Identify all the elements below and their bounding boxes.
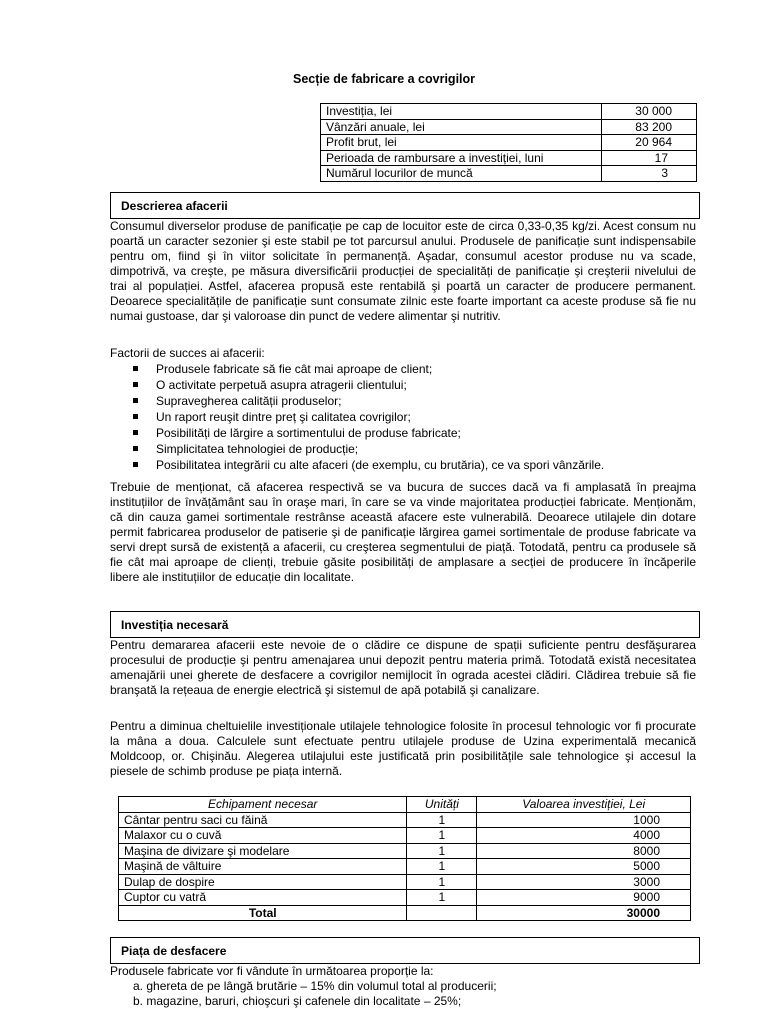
document-title: Secție de fabricare a covrigilor	[292, 72, 476, 86]
equipment-value: 8000	[477, 843, 691, 859]
equipment-value: 4000	[477, 828, 691, 844]
equipment-units: 1	[407, 843, 477, 859]
total-label: Total	[119, 905, 407, 921]
column-header: Echipament necesar	[119, 797, 407, 813]
table-row	[119, 859, 691, 875]
list-item: Posibilitatea integrării cu alte afaceri (de exemplu, cu brutăria), ce va spori vânzările.	[110, 457, 700, 473]
summary-label: Investiția, lei	[321, 104, 602, 120]
equipment-name: Cântar pentru saci cu făină	[119, 812, 407, 828]
investment-paragraph-1: Pentru demararea afacerii este nevoie de o clădire ce dispune de spații suficiente pentru desfăşurarea procesului de producție şi pentru amenajarea unui depozit pentru materia primă. Totodată există necesitatea amenajării unei gherete de desfacere a covrigilor nemijlocit în ograda acestei clădiri. Clădirea trebuie să fie branşată la rețeaua de energie electrică şi sistemul de apă potabilă şi canalizare.	[110, 638, 696, 697]
equipment-value: 9000	[477, 890, 691, 906]
summary-label: Profit brut, lei	[321, 135, 602, 151]
equipment-value: 1000	[477, 812, 691, 828]
section-heading-description	[110, 192, 700, 219]
table-row	[119, 890, 691, 906]
table-header-row	[119, 797, 691, 813]
equipment-table	[118, 796, 691, 921]
table-total-row	[119, 905, 691, 921]
investment-paragraph-2: Pentru a diminua cheltuielile investiționale utilajele tehnologice folosite în procesul tehnologic vor fi procurate la mâna a doua. Calculele sunt efectuate pentru utilajele produse de Uzina experimentală mecanică Moldcoop, or. Chişinău. Alegerea utilajului este justificată prin posibilitățile sale tehnologice şi accesul la piesele de schimb produse pe piața internă.	[110, 719, 696, 778]
list-item: Un raport reuşit dintre preț şi calitatea covrigilor;	[110, 409, 700, 425]
list-item: Produsele fabricate să fie cât mai aproape de client;	[110, 361, 700, 377]
market-item-a: a. ghereta de pe lângă brutărie – 15% din volumul total al producerii;	[133, 979, 497, 993]
table-row	[321, 166, 697, 182]
equipment-units: 1	[407, 812, 477, 828]
table-row	[119, 843, 691, 859]
table-row	[119, 812, 691, 828]
summary-label: Perioada de rambursare a investiției, luni	[321, 150, 602, 166]
column-header: Valoarea investiției, Lei	[477, 797, 691, 813]
equipment-units: 1	[407, 874, 477, 890]
list-item: Simplicitatea tehnologiei de producție;	[110, 441, 700, 457]
equipment-name: Cuptor cu vatră	[119, 890, 407, 906]
table-row	[119, 828, 691, 844]
description-paragraph: Consumul diverselor produse de panificație pe cap de locuitor este de circa 0,33-0,35 kg/zi. Acest consum nu poartă un caracter sezonier şi este stabil pe tot parcursul anului. Produsele de panificație sunt indispensabile pentru om, fiind şi în viitor solicitate în permanență. Aşadar, consumul acestor produse nu va scade, dimpotrivă, va creşte, pe măsura diversificării producției de specialități de panificație şi creşterii nivelului de trai al populației. Astfel, afacerea propusă este rentabilă şi poartă un caracter de producere permanent. Deoarece specialitățile de panificație sunt consumate zilnic este foarte important ca aceste produse să fie nu numai gustoase, dar şi valoroase din punct de vedere alimentar şi nutritiv.	[110, 219, 696, 323]
equipment-name: Malaxor cu o cuvă	[119, 828, 407, 844]
location-paragraph: Trebuie de menționat, că afacerea respectivă se va bucura de succes dacă va fi amplasată în preajma instituțiilor de învățământ sau în oraşe mari, în care se va vinde majoritatea producției fabricate. Menționăm, că din cauza gamei sortimentale restrânse această afacere este vulnerabilă. Deoarece utilajele din dotare permit fabricarea produselor de patiserie şi de panificație lărgirea gamei sortimentale de produse fabricate va servi drept sursă de existență a afacerii, cu creşterea segmentului de piață. Totodată, pentru ca produsele să fie cât mai aproape de clienți, trebuie găsite posibilități de amplasare a secției de producere în încăperile libere ale instituțiilor de educație din localitate.	[110, 480, 696, 584]
column-header: Unități	[407, 797, 477, 813]
equipment-units: 1	[407, 828, 477, 844]
total-units-empty	[407, 905, 477, 921]
summary-label: Numărul locurilor de muncă	[321, 166, 602, 182]
factors-intro: Factorii de succes ai afacerii:	[110, 346, 265, 360]
equipment-name: Maşina de divizare şi modelare	[119, 843, 407, 859]
list-item: Posibilități de lărgire a sortimentului de produse fabricate;	[110, 425, 700, 441]
market-item-b: b. magazine, baruri, chioşcuri şi cafenele din localitate – 25%;	[133, 994, 462, 1008]
summary-value: 3	[602, 166, 697, 182]
summary-value: 17	[602, 150, 697, 166]
table-row	[119, 874, 691, 890]
equipment-value: 5000	[477, 859, 691, 875]
summary-value: 20 964	[602, 135, 697, 151]
equipment-value: 3000	[477, 874, 691, 890]
table-row	[321, 104, 697, 120]
list-item: Supravegherea calității produselor;	[110, 393, 700, 409]
section-heading-text: Investiția necesară	[121, 618, 229, 632]
summary-value: 30 000	[602, 104, 697, 120]
list-item: O activitate perpetuă asupra atragerii clientului;	[110, 377, 700, 393]
table-row	[321, 119, 697, 135]
equipment-units: 1	[407, 890, 477, 906]
section-heading-market	[110, 937, 700, 964]
table-row	[321, 150, 697, 166]
total-value: 30000	[477, 905, 691, 921]
summary-label: Vânzări anuale, lei	[321, 119, 602, 135]
equipment-name: Dulap de dospire	[119, 874, 407, 890]
equipment-name: Maşină de vâltuire	[119, 859, 407, 875]
section-heading-text: Descrierea afacerii	[121, 199, 228, 213]
equipment-units: 1	[407, 859, 477, 875]
table-row	[321, 135, 697, 151]
market-intro: Produsele fabricate vor fi vândute în următoarea proporție la:	[110, 964, 434, 978]
summary-table	[320, 103, 697, 182]
section-heading-text: Piața de desfacere	[121, 944, 227, 958]
success-factors-list	[110, 361, 700, 473]
section-heading-investment	[110, 611, 700, 638]
summary-value: 83 200	[602, 119, 697, 135]
